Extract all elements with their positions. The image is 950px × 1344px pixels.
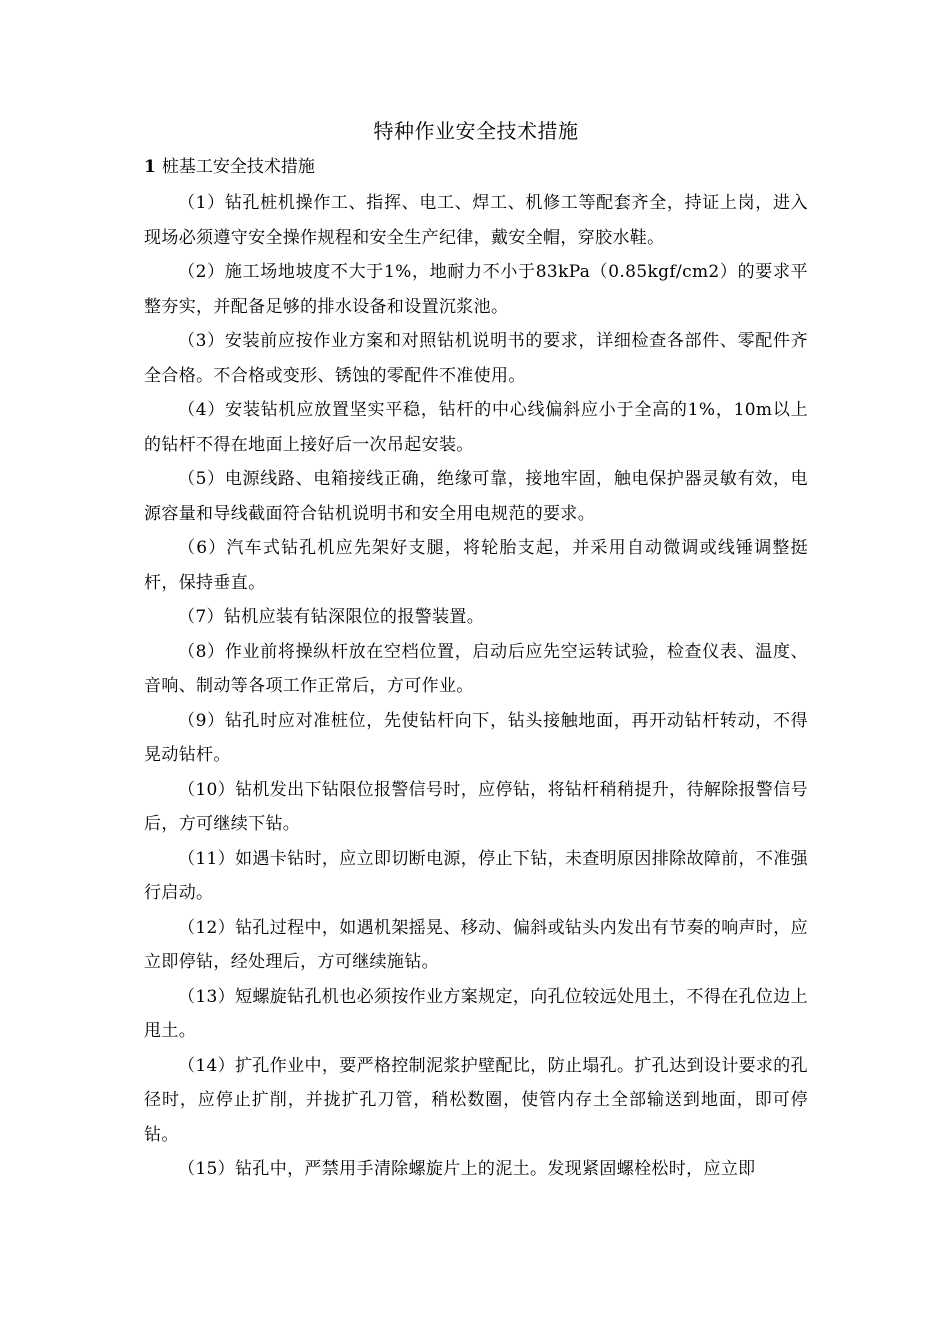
paragraph-3: （3）安装前应按作业方案和对照钻机说明书的要求，详细检查各部件、零配件齐全合格。不合格或变形、锈蚀的零配件不准使用。 <box>144 331 808 386</box>
document-title: 特种作业安全技术措施 <box>373 119 579 143</box>
paragraph-8: （8）作业前将操纵杆放在空档位置，启动后应先空运转试验，检查仪表、温度、音响、制动等各项工作正常后，方可作业。 <box>144 641 808 696</box>
paragraph-11: （11）如遇卡钻时，应立即切断电源，停止下钻，未查明原因排除故障前，不准强行启动。 <box>144 848 808 903</box>
paragraph-2: （2）施工场地坡度不大于1%，地耐力不小于83kPa（0.85kgf/cm2）的要求平整夯实，并配备足够的排水设备和设置沉浆池。 <box>144 262 808 317</box>
paragraph-14: （14）扩孔作业中，要严格控制泥浆护壁配比，防止塌孔。扩孔达到设计要求的孔径时，应停止扩削，并拢扩孔刀管，稍松数圈，使管内存土全部输送到地面，即可停钻。 <box>144 1055 808 1145</box>
paragraph-9: （9）钻孔时应对准桩位，先使钻杆向下，钻头接触地面，再开动钻杆转动，不得晃动钻杆。 <box>144 710 808 765</box>
paragraph-10: （10）钻机发出下钻限位报警信号时，应停钻，将钻杆稍稍提升，待解除报警信号后，方可继续下钻。 <box>144 779 808 834</box>
paragraph-4: （4）安装钻机应放置坚实平稳，钻杆的中心线偏斜应小于全高的1%，10m以上的钻杆不得在地面上接好后一次吊起安装。 <box>144 400 808 455</box>
paragraph-6: （6）汽车式钻孔机应先架好支腿，将轮胎支起，并采用自动微调或线锤调整挺杆，保持垂直。 <box>144 538 808 593</box>
document-body <box>144 116 808 1187</box>
paragraph-12: （12）钻孔过程中，如遇机架摇晃、移动、偏斜或钻头内发出有节奏的响声时，应立即停钻，经处理后，方可继续施钻。 <box>144 917 808 972</box>
paragraph-13: （13）短螺旋钻孔机也必须按作业方案规定，向孔位较远处甩土，不得在孔位边上甩土。 <box>144 986 808 1041</box>
paragraph-5: （5）电源线路、电箱接线正确，绝缘可靠，接地牢固，触电保护器灵敏有效，电源容量和导线截面符合钻机说明书和安全用电规范的要求。 <box>144 469 808 524</box>
section-number: 1 <box>144 157 156 177</box>
paragraph-15: （15）钻孔中，严禁用手清除螺旋片上的泥土。发现紧固螺栓松时，应立即 <box>178 1159 756 1179</box>
section-heading <box>144 152 808 182</box>
paragraph-7: （7）钻机应装有钻深限位的报警装置。 <box>178 607 485 627</box>
section-heading-text: 桩基工安全技术措施 <box>161 157 315 177</box>
paragraph-1: （1）钻孔桩机操作工、指挥、电工、焊工、机修工等配套齐全，持证上岗，进入现场必须遵守安全操作规程和安全生产纪律，戴安全帽，穿胶水鞋。 <box>144 193 808 248</box>
